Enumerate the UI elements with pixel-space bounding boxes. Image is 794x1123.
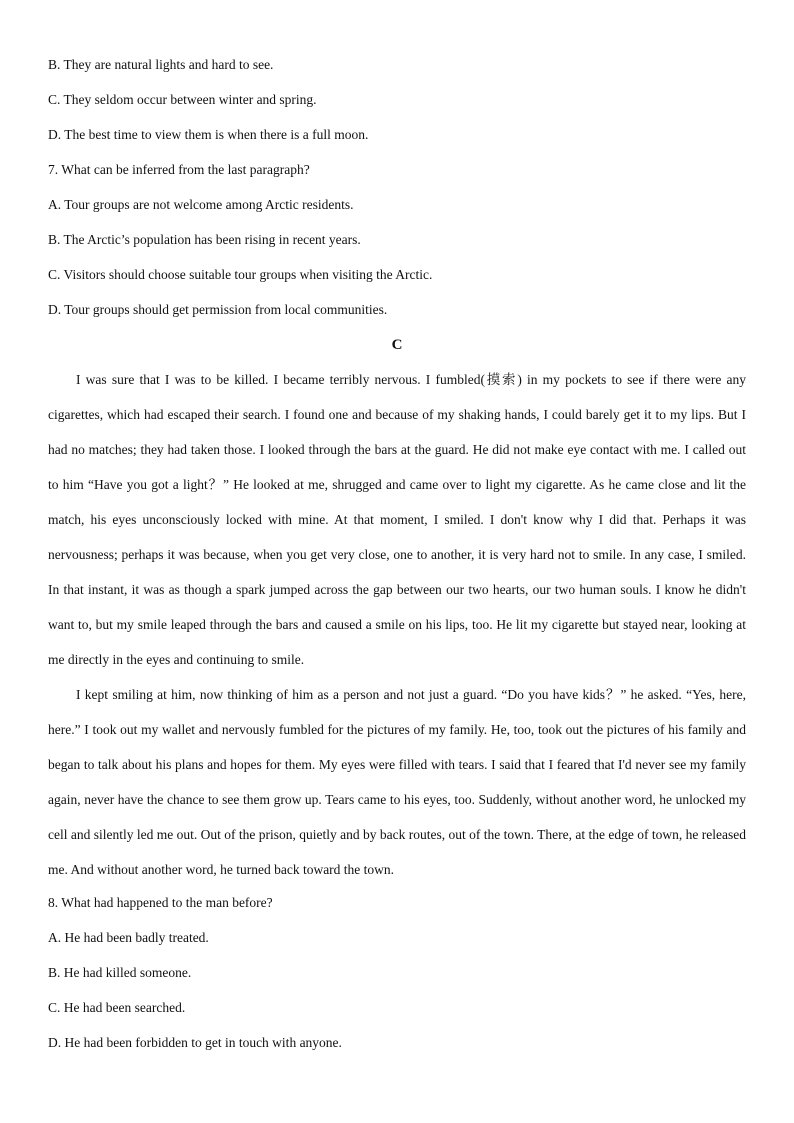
q7-option-b: B. The Arctic’s population has been rising in recent years. (48, 232, 361, 247)
q6-option-b: B. They are natural lights and hard to see. (48, 57, 274, 72)
passage-paragraph-2: I kept smiling at him, now thinking of him as a person and not just a guard. “Do you have kids？” he asked. “Yes, here, here.” I took out my wallet and nervously fumbled for the pictures of my family. He, too, took out the pictures of his family and began to talk about his plans and hopes for them. My eyes were filled with tears. I said that I feared that I'd never see my family again, never have the chance to see them grow up. Tears came to his eyes, too. Suddenly, without another word, he unlocked my cell and silently led me out. Out of the prison, quietly and by back routes, out of the town. There, at the edge of town, he released me. And without another word, he turned back toward the town. (48, 687, 746, 877)
q8-option-b: B. He had killed someone. (48, 965, 192, 980)
passage-paragraph-1: I was sure that I was to be killed. I became terribly nervous. I fumbled(摸索) in my pockets to see if there were any cigarettes, which had escaped their search. I found one and because of my shaking hands, I could barely get it to my lips. But I had no matches; they had taken those. I looked through the bars at the guard. He did not make eye contact with me. I called out to him “Have you got a light？” He looked at me, shrugged and came over to light my cigarette. As he came close and lit the match, his eyes unconsciously locked with mine. At that moment, I smiled. I don't know why I did that. Perhaps it was nervousness; perhaps it was because, when you get very close, one to another, it is very hard not to smile. In any case, I smiled. In that instant, it was as though a spark jumped across the gap between our two hearts, our two human souls. I know he didn't want to, but my smile leaped through the bars and caused a smile on his lips, too. He lit my cigarette but stayed near, looking at me directly in the eyes and continuing to smile. (48, 372, 746, 667)
q6-option-c: C. They seldom occur between winter and spring. (48, 92, 317, 107)
q8-option-a: A. He had been badly treated. (48, 930, 209, 945)
q7-stem: 7. What can be inferred from the last paragraph? (48, 162, 310, 177)
q8-option-d: D. He had been forbidden to get in touch with anyone. (48, 1035, 342, 1050)
q7-option-a: A. Tour groups are not welcome among Arctic residents. (48, 197, 354, 212)
q7-option-c: C. Visitors should choose suitable tour groups when visiting the Arctic. (48, 267, 433, 282)
q8-stem: 8. What had happened to the man before? (48, 895, 273, 910)
q8-option-c: C. He had been searched. (48, 1000, 186, 1015)
q7-option-d: D. Tour groups should get permission from local communities. (48, 302, 388, 317)
section-c-heading: C (391, 337, 403, 353)
q6-option-d: D. The best time to view them is when there is a full moon. (48, 127, 369, 142)
